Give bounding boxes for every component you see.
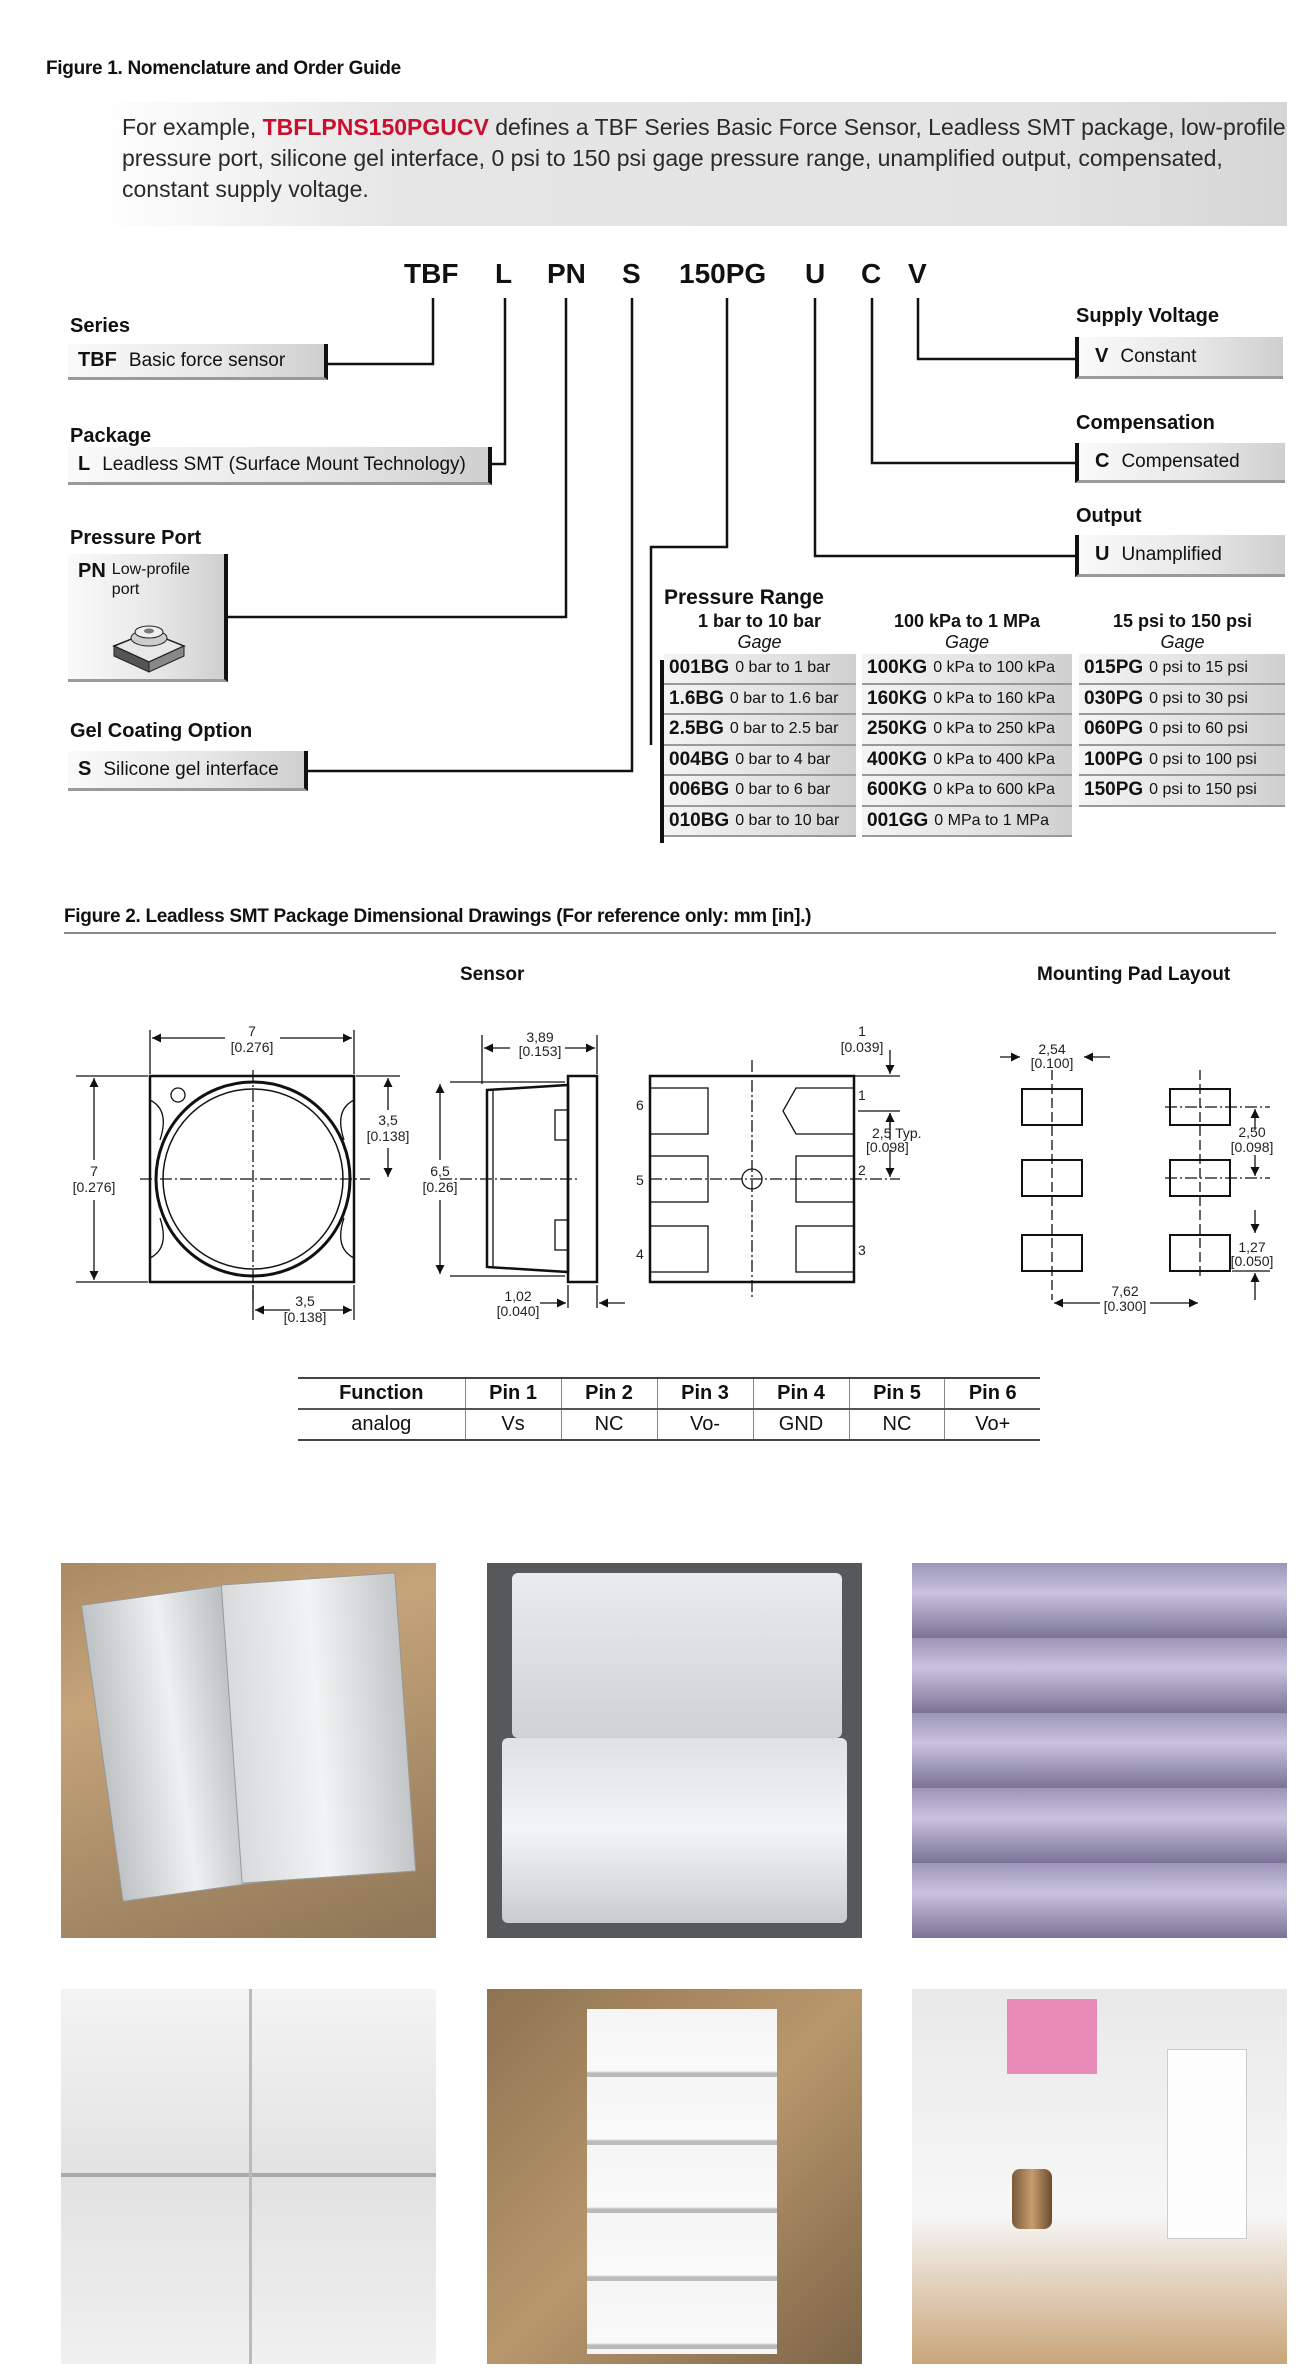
dim-height: 7 — [90, 1163, 98, 1179]
output-label: Output — [1076, 505, 1142, 527]
code-compensation: C — [861, 258, 882, 289]
code-gel: S — [622, 258, 641, 289]
pin-header: Pin 4 — [753, 1378, 849, 1409]
pressure-port-code: PN — [78, 560, 106, 582]
compensation-desc: Compensated — [1121, 450, 1240, 472]
pin-header: Pin 2 — [561, 1378, 657, 1409]
series-desc: Basic force sensor — [128, 349, 286, 371]
dim-pad-height: 1,27 — [1238, 1239, 1266, 1255]
series-code: TBF — [78, 349, 117, 371]
range-row: 010BG 0 bar to 10 bar — [664, 807, 856, 838]
dim-pad-span: 7,62 — [1111, 1283, 1139, 1299]
pin-header: Pin 6 — [945, 1378, 1040, 1409]
range-row: 150PG 0 psi to 150 psi — [1079, 776, 1285, 807]
dim-width-in: [0.276] — [230, 1039, 274, 1055]
code-output: U — [805, 258, 826, 289]
pressure-port-desc: Low-profile port — [111, 561, 191, 598]
dim-pad-height-in: [0.050] — [1230, 1253, 1274, 1269]
dim-bottom-half: 3,5 — [295, 1293, 315, 1309]
dim-side-width-in: [0.153] — [518, 1043, 562, 1059]
mounting-pad-label: Mounting Pad Layout — [1037, 964, 1231, 985]
range-col-kpa — [862, 654, 1072, 837]
pin-cell: Vs — [465, 1409, 561, 1440]
range-row: 030PG 0 psi to 30 psi — [1079, 685, 1285, 716]
pressure-range-label: Pressure Range — [664, 586, 824, 609]
pad-layout — [1000, 1057, 1270, 1303]
front-view — [76, 1030, 400, 1320]
supply-desc: Constant — [1120, 345, 1197, 367]
range-row: 400KG 0 kPa to 400 kPa — [862, 746, 1072, 777]
gel-coating-box — [68, 751, 308, 791]
code-port: PN — [547, 258, 586, 289]
pressure-port-label: Pressure Port — [70, 527, 202, 549]
range-row: 060PG 0 psi to 60 psi — [1079, 715, 1285, 746]
range-col-psi-heading: 15 psi to 150 psi Gage — [1112, 611, 1253, 652]
product-photo-sensor-tubes — [912, 1563, 1287, 1938]
range-row: 001BG 0 bar to 1 bar — [664, 654, 856, 685]
range-col-bar-heading: 1 bar to 10 bar Gage — [697, 611, 822, 652]
output-box — [1075, 535, 1285, 577]
range-row: 600KG 0 kPa to 600 kPa — [862, 776, 1072, 807]
output-code: U — [1095, 543, 1110, 565]
product-photo-packed-sensors — [912, 1989, 1287, 2364]
dim-pitch-in: [0.098] — [866, 1139, 909, 1155]
figure2-divider — [64, 932, 1276, 934]
dim-pad-pitch: 2,50 — [1238, 1124, 1266, 1140]
pin-1-label: 1 — [858, 1087, 866, 1103]
code-supply: V — [908, 258, 927, 289]
pin-cell: Vo- — [657, 1409, 753, 1440]
supply-voltage-box — [1075, 337, 1283, 379]
dim-pad-span-in: [0.300] — [1103, 1298, 1147, 1314]
range-row: 250KG 0 kPa to 250 kPa — [862, 715, 1072, 746]
dim-flange-in: [0.040] — [496, 1303, 540, 1319]
product-photo-labeled-boxes — [61, 1989, 436, 2364]
dim-side-width: 3,89 — [526, 1029, 554, 1045]
compensation-code: C — [1095, 450, 1110, 472]
pin-cell: NC — [561, 1409, 657, 1440]
series-label: Series — [70, 315, 131, 337]
pin-6-label: 6 — [636, 1097, 644, 1113]
package-desc: Leadless SMT (Surface Mount Technology) — [102, 453, 466, 475]
range-row: 100KG 0 kPa to 100 kPa — [862, 654, 1072, 685]
pin-3-label: 3 — [858, 1242, 866, 1258]
range-row: 100PG 0 psi to 100 psi — [1079, 746, 1285, 777]
code-series: TBF — [404, 258, 459, 289]
gel-desc: Silicone gel interface — [103, 758, 279, 780]
sensor-label: Sensor — [460, 964, 525, 985]
table-row — [298, 1409, 1040, 1440]
dim-pad-edge: 1 — [858, 1023, 866, 1039]
intro-prefix: For example, — [122, 114, 263, 140]
pin-4-label: 4 — [636, 1246, 644, 1262]
output-desc: Unamplified — [1121, 543, 1222, 565]
gel-coating-label: Gel Coating Option — [70, 720, 253, 742]
pin-function-table — [298, 1377, 1040, 1441]
range-col-psi — [1079, 654, 1285, 807]
range-row: 004BG 0 bar to 4 bar — [664, 746, 856, 777]
dim-bottom-half-in: [0.138] — [283, 1309, 327, 1325]
dim-width: 7 — [248, 1023, 256, 1039]
pin-cell: Vo+ — [945, 1409, 1040, 1440]
dim-half: 3,5 — [378, 1112, 398, 1128]
dim-pitch: 2,5 Typ. — [872, 1125, 922, 1141]
dim-side-height: 6,5 — [430, 1163, 450, 1179]
product-photo-boxed-bags — [61, 1563, 436, 1938]
dim-pad-pitch-in: [0.098] — [1230, 1139, 1274, 1155]
range-row: 1.6BG 0 bar to 1.6 bar — [664, 685, 856, 716]
compensation-label: Compensation — [1076, 412, 1215, 434]
pin-5-label: 5 — [636, 1172, 644, 1188]
gel-code: S — [78, 758, 92, 780]
range-row: 015PG 0 psi to 15 psi — [1079, 654, 1285, 685]
pressure-port-box — [68, 554, 228, 682]
range-row: 001GG 0 MPa to 1 MPa — [862, 807, 1072, 838]
code-range: 150PG — [679, 258, 767, 289]
code-package: L — [495, 258, 513, 289]
dim-side-height-in: [0.26] — [422, 1179, 458, 1195]
dim-pad-width-in: [0.100] — [1030, 1055, 1074, 1071]
series-box — [68, 344, 328, 380]
pin-cell: NC — [849, 1409, 945, 1440]
pin-cell: GND — [753, 1409, 849, 1440]
pin-header: Pin 5 — [849, 1378, 945, 1409]
sensor-port-icon — [104, 612, 194, 676]
pin-header: Function — [339, 1382, 424, 1404]
range-col-bar — [664, 654, 856, 837]
example-part-number: TBFLPNS150PGUCV — [262, 114, 489, 140]
package-label: Package — [70, 425, 152, 447]
pin-header: Pin 3 — [657, 1378, 753, 1409]
dim-half-in: [0.138] — [366, 1128, 410, 1144]
pin-header: Pin 1 — [465, 1378, 561, 1409]
dim-height-in: [0.276] — [72, 1179, 116, 1195]
product-photo-sealed-bags — [487, 1563, 862, 1938]
figure1-title: Figure 1. Nomenclature and Order Guide — [46, 58, 401, 79]
range-row: 006BG 0 bar to 6 bar — [664, 776, 856, 807]
product-photo-honeywell-boxes — [487, 1989, 862, 2364]
side-view — [440, 1035, 625, 1308]
range-col-kpa-heading: 100 kPa to 1 MPa Gage — [893, 611, 1041, 652]
dim-pad-width: 2,54 — [1038, 1041, 1066, 1057]
pin-cell: analog — [351, 1413, 412, 1435]
compensation-box — [1075, 443, 1285, 483]
supply-voltage-label: Supply Voltage — [1076, 305, 1219, 327]
range-row: 2.5BG 0 bar to 2.5 bar — [664, 715, 856, 746]
dim-pad-edge-in: [0.039] — [840, 1039, 884, 1055]
intro-suffix: defines a TBF Series Basic Force Sensor, Leadless SMT package, low-profile pressure port, silicone gel interface, 0 psi to 150 psi gage pressure range, unamplified output, compensated, constant supply voltage. — [122, 114, 1286, 202]
dimensional-drawing — [0, 1000, 1315, 1340]
package-box — [68, 447, 492, 485]
supply-code: V — [1095, 345, 1109, 367]
package-code: L — [78, 453, 91, 475]
range-row: 160KG 0 kPa to 160 kPa — [862, 685, 1072, 716]
dim-flange: 1,02 — [504, 1288, 532, 1304]
pin-2-label: 2 — [858, 1162, 866, 1178]
figure2-title: Figure 2. Leadless SMT Package Dimensional Drawings (For reference only: mm [in].) — [64, 906, 812, 927]
